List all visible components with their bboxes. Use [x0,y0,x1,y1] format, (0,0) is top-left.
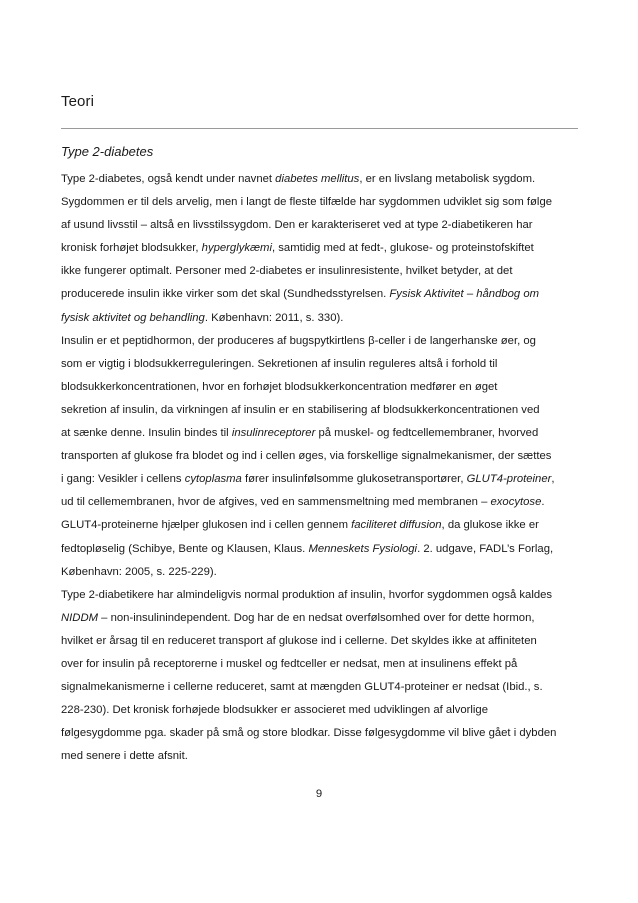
text-line: at sænke denne. Insulin bindes til insulinreceptorer på muskel- og fedtcellemembraner, hvorved [61,427,539,440]
text-line: Sygdommen er til dels arvelig, men i langt de fleste tilfælde har sygdommen udviklet sig som følge [61,196,553,209]
text-line: som er vigtig i blodsukkerreguleringen. Sekretionen af insulin reguleres altså i forhold til [61,357,498,370]
text-line: over for insulin på receptorerne i muskel og fedtceller er nedsat, men at insulinens effekt på [61,657,518,670]
page-number: 9 [315,788,323,800]
text-line: København: 2005, s. 225-229). [61,565,217,578]
text-line: ikke fungerer optimalt. Personer med 2-diabetes er insulinresistente, hvilket betyder, at det [61,265,513,278]
text-line: producerede insulin ikke virker som det skal (Sundhedsstyrelsen. Fysisk Aktivitet – håndbog om [61,288,540,301]
text-line: Type 2-diabetikere har almindeligvis normal produktion af insulin, hvorfor sygdommen også kaldes [61,588,553,601]
text-line: 228-230). Det kronisk forhøjede blodsukker er associeret med udviklingen af alvorlige [61,704,488,717]
text-line: fysisk aktivitet og behandling. København: 2011, s. 330). [61,311,344,324]
text-line: hvilket er årsag til en reduceret transport af glukose ind i cellerne. Det skyldes ikke at affiniteten [61,634,537,647]
text-line: transporten af glukose fra blodet og ind i cellen øges, via forskellige signalmekanismer, der sættes [61,450,552,463]
body-text [61,168,581,768]
text-line: af usund livsstil – altså en livsstilssygdom. Den er karakteriseret ved at type 2-diabetikeren har [61,219,533,232]
text-line: sekretion af insulin, da virkningen af insulin er en stabilisering af blodsukkerkoncentrationen ved [61,403,540,416]
subsection-heading: Type 2-diabetes [61,144,154,159]
text-line: ud til cellemembranen, hvor de afgives, ved en sammensmeltning med membranen – exocytose. [61,496,545,509]
text-line: blodsukkerkoncentrationen, hvor en forhøjet blodsukkerkoncentration medfører en øget [61,380,498,393]
text-line: kronisk forhøjet blodsukker, hyperglykæmi, samtidig med at fedt-, glukose- og proteinstofskiftet [61,242,534,255]
text-line: NIDDM – non-insulinindependent. Dog har de en nedsat overfølsomhed over for dette hormon, [61,611,535,624]
text-line: Insulin er et peptidhormon, der produceres af bugspytkirtlens β-celler i de langerhanske øer, og [61,334,536,347]
text-line: signalmekanismerne i cellerne reduceret, samt at mængden GLUT4-proteiner er nedsat (Ibid., s. [61,681,543,694]
text-line: Type 2-diabetes, også kendt under navnet diabetes mellitus, er en livslang metabolisk sygdom. [61,173,536,185]
text-line: i gang: Vesikler i cellens cytoplasma fører insulinfølsomme glukosetransportører, GLUT4-proteiner, [61,473,555,486]
heading-divider [61,128,578,129]
section-heading: Teori [61,93,95,110]
text-line: fedtopløselig (Schibye, Bente og Klausen, Klaus. Menneskets Fysiologi. 2. udgave, FADL’s Forlag, [61,542,554,555]
text-line: følgesygdomme pga. skader på små og store blodkar. Disse følgesygdomme vil blive gået i dybden [61,727,557,740]
text-line: GLUT4-proteinerne hjælper glukosen ind i cellen gennem faciliteret diffusion, da glukose ikke er [61,519,539,532]
text-line: med senere i dette afsnit. [61,750,188,763]
